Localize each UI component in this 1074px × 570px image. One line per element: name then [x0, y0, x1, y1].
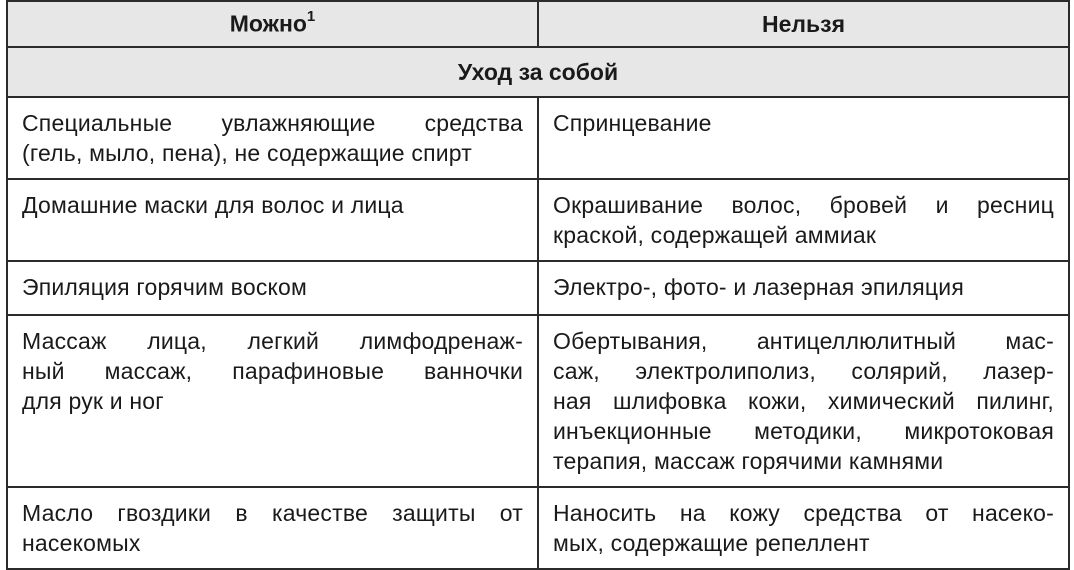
cannot-cell [538, 261, 1069, 315]
cell-line: инъекционные методики, микротоковая [553, 418, 1054, 444]
cell-line: Наносить на кожу средства от насеко- [553, 500, 1054, 526]
section-row [7, 47, 1069, 97]
table-row [7, 179, 1069, 261]
cell-line: ная шлифовка кожи, химический пилинг, [553, 388, 1054, 414]
table-row [7, 261, 1069, 315]
cannot-cell [538, 97, 1069, 179]
table-row [7, 487, 1069, 569]
cell-line: Обертывания, антицеллюлитный мас- [553, 328, 1054, 354]
can-cell [7, 179, 538, 261]
table-header-row [7, 1, 1069, 47]
cannot-cell [538, 179, 1069, 261]
cell-line: Электро-, фото- и лазерная эпиляция [553, 274, 964, 300]
cell-line: ный массаж, парафиновые ванночки [22, 358, 523, 384]
can-cell [7, 487, 538, 569]
can-cell [7, 315, 538, 487]
can-cell [7, 261, 538, 315]
cell-line: терапия, массаж горячими камнями [553, 448, 944, 474]
cell-line: Специальные увлажняющие средства [22, 110, 523, 136]
header-cannot: Нельзя [538, 1, 1069, 47]
cell-line: Домашние маски для волос и лица [22, 192, 404, 218]
care-table [6, 0, 1070, 570]
can-cell [7, 97, 538, 179]
cell-line: Окрашивание волос, бровей и ресниц [553, 192, 1054, 218]
cell-line: Масло гвоздики в качестве защиты от [22, 500, 523, 526]
cannot-cell [538, 315, 1069, 487]
footnote-marker: 1 [306, 8, 316, 26]
table-row [7, 315, 1069, 487]
table-row [7, 97, 1069, 179]
cell-line: насекомых [22, 530, 141, 556]
header-can-label: Можно [229, 10, 307, 37]
cell-line: Массаж лица, легкий лимфодренаж- [22, 328, 523, 354]
cell-line: мых, содержащие репеллент [553, 530, 870, 556]
cell-line: краской, содержащей аммиак [553, 222, 877, 248]
cell-line: для рук и ног [22, 388, 164, 414]
cell-line: Спринцевание [553, 110, 712, 136]
cannot-cell [538, 487, 1069, 569]
header-can [7, 1, 538, 47]
cell-line: (гель, мыло, пена), не содержащие спирт [22, 140, 473, 166]
section-title: Уход за собой [7, 47, 1069, 97]
cell-line: Эпиляция горячим воском [22, 274, 308, 300]
cell-line: саж, электролиполиз, солярий, лазер- [553, 358, 1054, 384]
